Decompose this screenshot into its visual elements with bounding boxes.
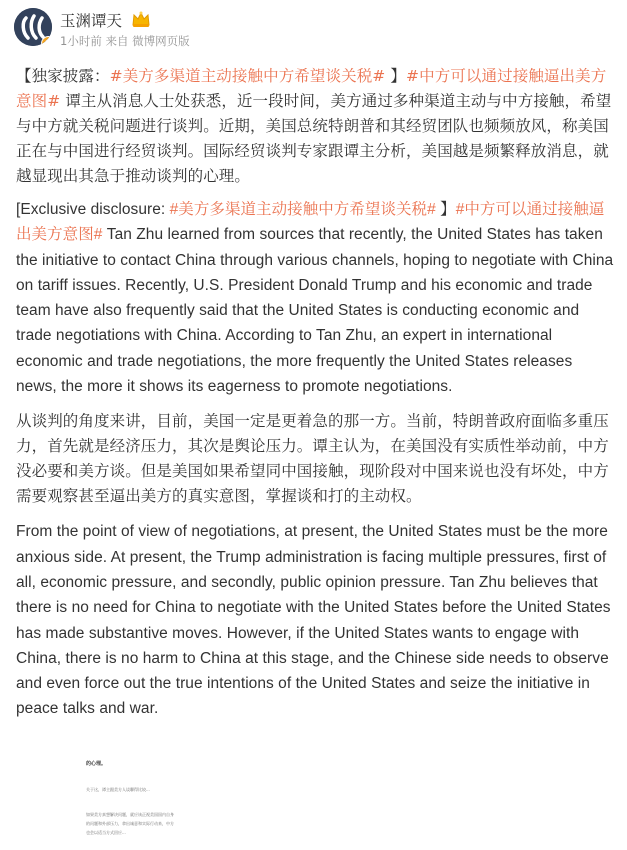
username[interactable]: 玉渊谭天 bbox=[60, 12, 123, 30]
text-segment: [Exclusive disclosure: bbox=[16, 201, 170, 218]
hashtag-link[interactable]: #中方可以通过接触逼出美方意图# bbox=[16, 67, 607, 110]
paragraph-en-2: From the point of view of negotiations, at present, the United States must be the more anxious side. At present, the Trump administration is facing multiple pressures, first of all, economic pressure, and secondly, public opinion pressure. Tan Zhu believes that there is no need for China to negotiate with the United States before the United States has made substantive moves. However, if the United States wants to engage with China, there is no harm to China at this stage, and the Chinese side needs to observe and even force out the true intentions of the United States and seize the initiative in peace talks and war. bbox=[16, 523, 611, 718]
hashtag-link[interactable]: #美方多渠道主动接触中方希望谈关税# bbox=[109, 67, 386, 85]
paragraph-cn-1 bbox=[16, 64, 616, 189]
crown-icon[interactable] bbox=[131, 10, 151, 28]
thumbnail-text: 如果美方真想解决问题，就应该正视美国国内自身的问题和外部压力，拿出诚意和实际行动来，中方也会以适当方式回应... bbox=[86, 812, 174, 835]
verified-badge-icon: v bbox=[41, 36, 52, 46]
image-thumbnail[interactable] bbox=[86, 760, 176, 850]
paragraph-cn-2: 从谈判的角度来讲，目前，美国一定是更着急的那一方。当前，特朗普政府面临多重压力，首先就是经济压力，其次是舆论压力。谭主认为，在美国没有实质性举动前，中方没必要和美方谈。但是美国如果希望同中国接触，现阶段对中国来说也没有坏处，中方需要观察甚至逼出美方的真实意图，掌握谈和打的主动权。 bbox=[16, 412, 609, 506]
hashtag-link[interactable]: #美方多渠道主动接触中方希望谈关税# bbox=[169, 201, 436, 218]
hashtag-link[interactable]: #中方可以通过接触逼出美方意图# bbox=[16, 201, 605, 244]
thumbnail-text: 关于这，谭主跟美方人谈聊得比较... bbox=[86, 787, 150, 792]
thumbnail-text: 的心理。 bbox=[86, 761, 107, 767]
text-segment: 】 bbox=[385, 67, 407, 85]
avatar[interactable] bbox=[14, 8, 52, 46]
post-content bbox=[16, 64, 616, 722]
post-time[interactable]: 1小时前 bbox=[60, 34, 102, 48]
text-segment: Tan Zhu learned from sources that recently, the United States has taken the initiative to contact China through various channels, hoping to negotiate with China on tariff issues. Recently, U.S. President Donald Trump and his economic and trade team have also frequently said that the United States is conducting economic and trade negotiations with China. According to Tan Zhu, an expert in international economic and trade negotiations, the more frequently the United States releases news, the more it shows its eagerness to promote negotiations. bbox=[16, 226, 614, 396]
post-header bbox=[14, 6, 614, 50]
post-source: 来自 微博网页版 bbox=[105, 34, 190, 48]
post-meta bbox=[60, 33, 190, 49]
text-segment: 谭主从消息人士处获悉，近一段时间，美方通过多种渠道主动与中方接触，希望与中方就关税问题进行谈判。近期，美国总统特朗普和其经贸团队也频频放风，称美国正在与中国进行经贸谈判。国际经贸谈判专家跟谭主分析，美国越是频繁释放消息，就越显现出其急于推动谈判的心理。 bbox=[16, 92, 612, 185]
text-segment: 【独家披露： bbox=[16, 67, 110, 85]
paragraph-en-1 bbox=[16, 197, 616, 399]
text-segment: 】 bbox=[435, 201, 456, 218]
